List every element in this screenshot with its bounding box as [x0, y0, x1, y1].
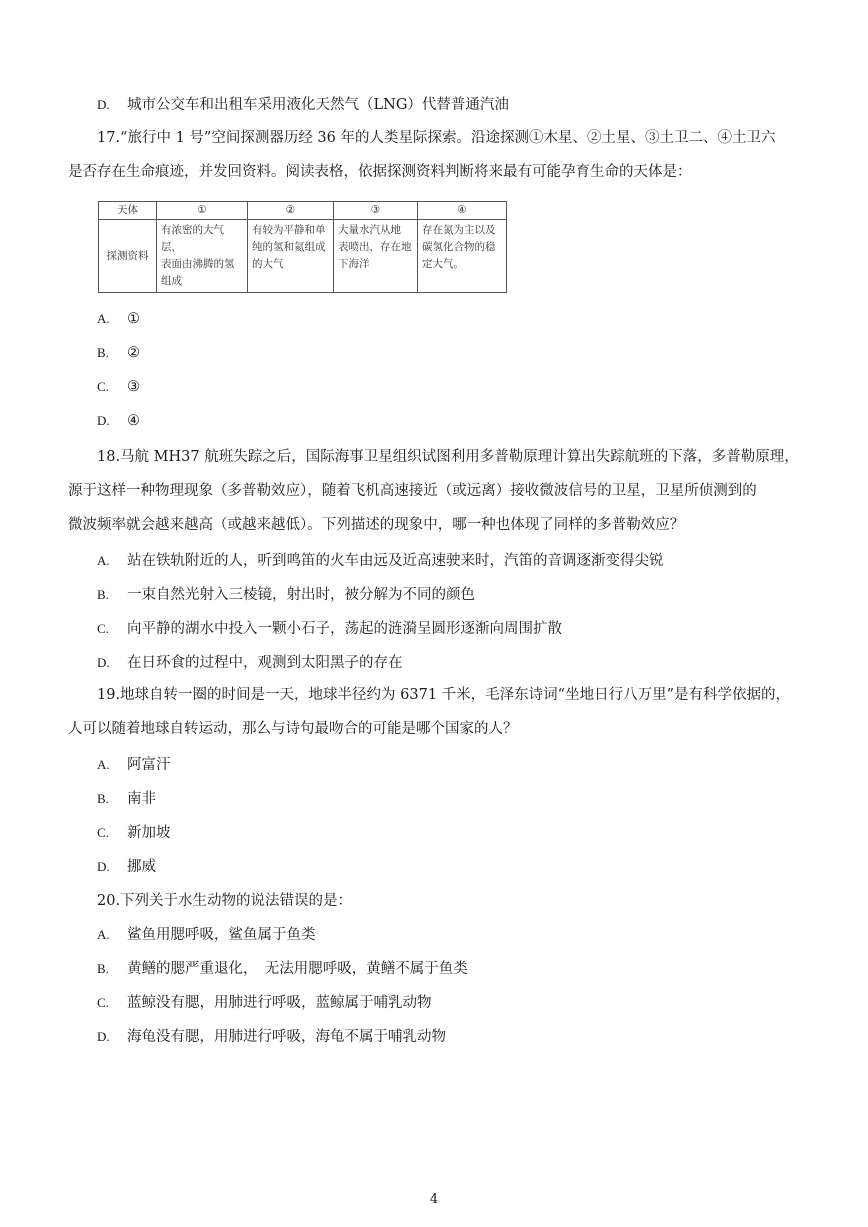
q17-option-a: A. ① [97, 311, 140, 327]
table-cell: 有浓密的大气层， 表面由沸腾的氢 组成 [157, 220, 248, 293]
table-row [99, 220, 507, 293]
q19-option-d: D. 挪威 [97, 859, 156, 875]
q17-table [98, 201, 507, 293]
q20-stem: 20.下列关于水生动物的说法错误的是： [97, 893, 353, 909]
header-cell: ③ [334, 202, 418, 220]
q17-option-c: C. ③ [97, 379, 140, 395]
q18-option-b: B. 一束自然光射入三棱镜，射出时，被分解为不同的颜色 [97, 587, 475, 603]
q17-option-d: D. ④ [97, 413, 140, 429]
q19-stem: 19.地球自转一圈的时间是一天，地球半径约为 6371 千米，毛泽东诗词“坐地日行八万里”是有科学依据的， 人可以随着地球自转运动，那么与诗句最吻合的可能是哪个国家的人？ [68, 687, 791, 737]
q19-option-c: C. 新加坡 [97, 825, 171, 841]
q17-stem: 17.“旅行中 1 号”空间探测器历经 36 年的人类星际探索。沿途探测①木星、②土星、③土卫二、④土卫六 是否存在生命痕迹，并发回资料。阅读表格，依据探测资料判断将来最有可能孕育生命的天体是： [68, 130, 776, 180]
header-cell: ④ [418, 202, 507, 220]
q19-option-a: A. 阿富汗 [97, 757, 171, 773]
q18-stem: 18.马航 MH37 航班失踪之后，国际海事卫星组织试图利用多普勒原理计算出失踪航班的下落，多普勒原理， 源于这样一种物理现象（多普勒效应），随着飞机高速接近（或远离）接收微波信号的卫星，卫星所侦测到的 微波频率就会越来越高（或越来越低）。下列描述的现象中，哪一种也体现了同样的多普勒效应？ [68, 449, 799, 533]
table-header-row [99, 202, 507, 220]
q20-option-d: D. 海龟没有腮，用肺进行呼吸，海龟不属于哺乳动物 [97, 1029, 446, 1045]
q20-option-c: C. 蓝鲸没有腮，用肺进行呼吸，蓝鲸属于哺乳动物 [97, 995, 432, 1011]
q20-option-a: A. 鲨鱼用腮呼吸，鲨鱼属于鱼类 [97, 927, 316, 943]
q18-option-a: A. 站在铁轨附近的人，听到鸣笛的火车由远及近高速驶来时，汽笛的音调逐渐变得尖锐 [97, 553, 664, 569]
header-cell: ① [157, 202, 248, 220]
header-cell: ② [248, 202, 334, 220]
q19-option-b: B. 南非 [97, 791, 156, 807]
q20-option-b: B. 黄鳝的腮严重退化， 无法用腮呼吸，黄鳝不属于鱼类 [97, 961, 468, 977]
page-number: 4 [429, 1192, 439, 1207]
table-cell: 存在氮为主以及 碳氢化合物的稳 定大气。 [418, 220, 507, 293]
option-text: 城市公交车和出租车采用液化天然气（LNG）代替普通汽油 [127, 97, 509, 113]
header-cell: 天体 [99, 202, 157, 220]
q16-option-d: D. 城市公交车和出租车采用液化天然气（LNG）代替普通汽油 [97, 97, 509, 113]
table-cell: 有较为平静和单 纯的氢和氦组成 的大气 [248, 220, 334, 293]
row-label: 探测资料 [99, 220, 157, 293]
table-cell: 大量水汽从地 表喷出，存在地 下海洋 [334, 220, 418, 293]
q18-option-d: D. 在日环食的过程中，观测到太阳黑子的存在 [97, 655, 403, 671]
q18-option-c: C. 向平静的湖水中投入一颗小石子，荡起的涟漪呈圆形逐渐向周围扩散 [97, 621, 562, 637]
q17-option-b: B. ② [97, 345, 140, 361]
